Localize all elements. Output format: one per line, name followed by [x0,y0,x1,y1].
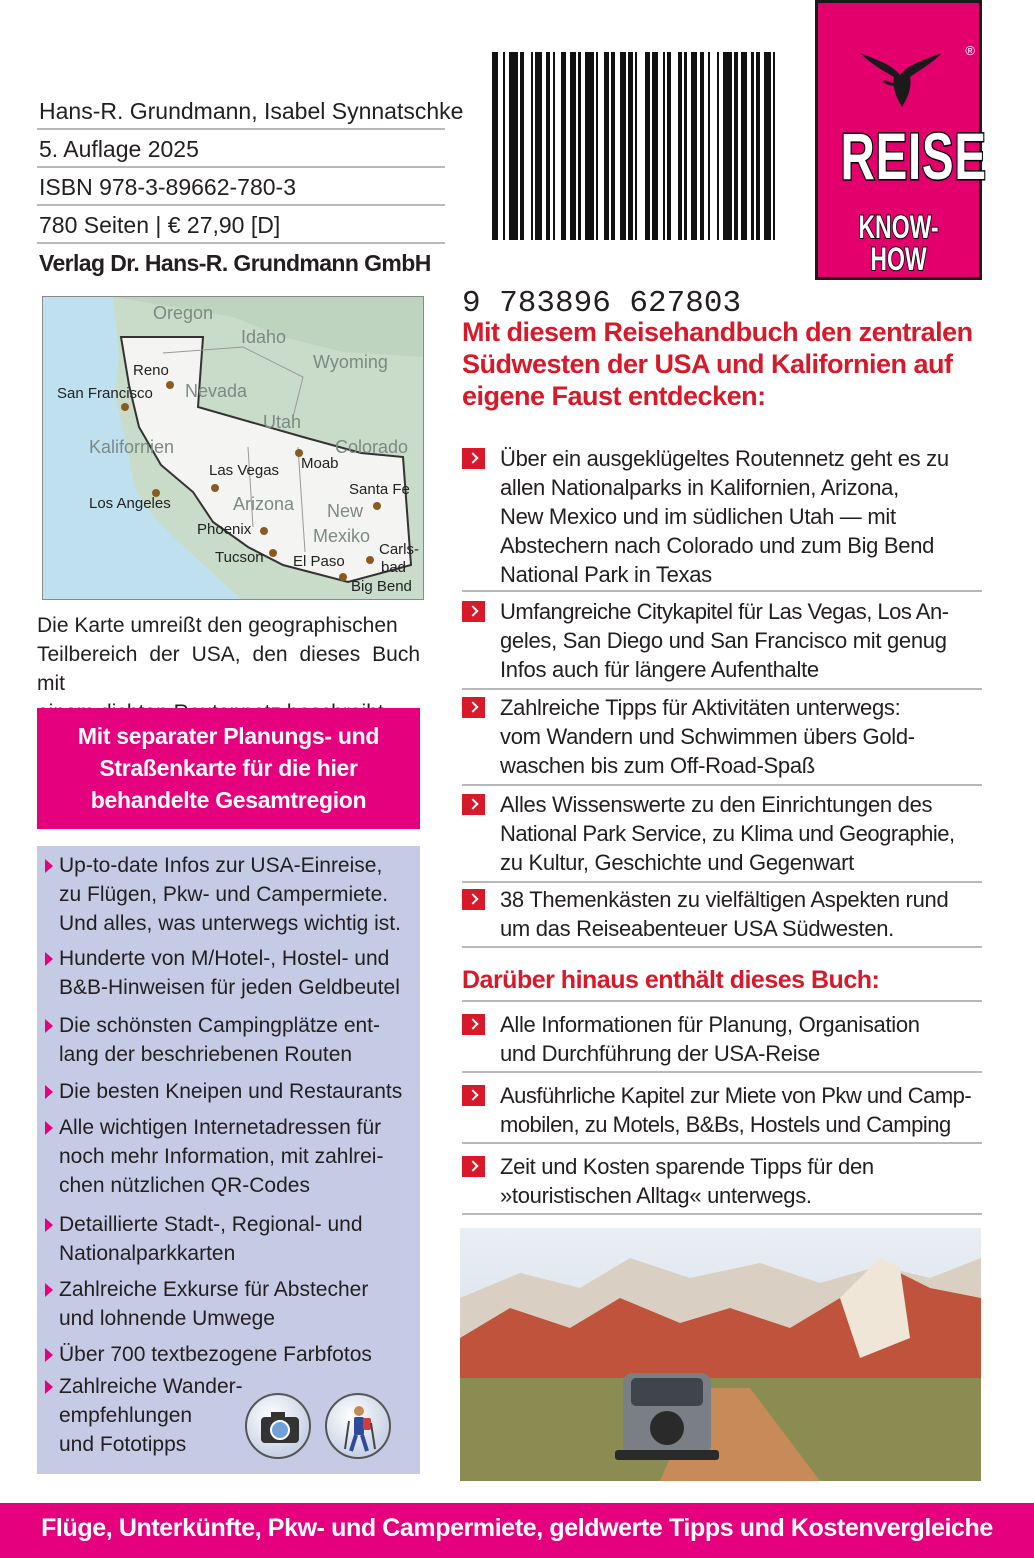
longhorn-skull-icon [818,31,985,131]
map-label-oregon: Oregon [153,303,214,323]
feature-text: Zahlreiche Tipps für Aktivitäten unterwegs: [500,695,901,720]
list-item [45,1113,417,1200]
chevron-box-icon [462,1014,485,1035]
registered-mark: ® [965,43,975,58]
feature-text: mobilen, zu Motels, B&Bs, Hostels und Camping [500,1112,951,1137]
chevron-box-icon [462,1085,485,1106]
list-text: Zahlreiche Wander- [59,1375,243,1398]
map-city-phoenix: Phoenix [197,521,252,538]
arrow-icon [45,1380,53,1394]
list-item [45,851,417,938]
main-headline [462,316,982,412]
map-label-colorado: Colorado [335,437,409,457]
hiker-icon [325,1393,391,1459]
list-text: Hunderte von M/Hotel-, Hostel- und [59,947,390,970]
features-list-box [37,846,420,1474]
arrow-icon [45,1283,53,1297]
map-label-kalifornien: Kalifornien [89,437,175,457]
camera-icon-graphic [247,1395,313,1461]
feature-item [462,1010,982,1073]
photo-graphic [460,1228,981,1481]
pinkbox-line: behandelte Gesamtregion [90,787,367,813]
list-text: B&B-Hinweisen für jeden Geldbeutel [59,976,400,999]
authors: Hans-R. Grundmann, Isabel Synnatschke [37,92,445,130]
arrow-icon [45,952,53,966]
feature-item [462,444,982,592]
headline-line: Mit diesem Reisehandbuch den zentralen [462,317,973,347]
list-text: empfehlungen [59,1404,193,1427]
arrow-icon [45,1348,53,1362]
pinkbox-line: Straßenkarte für die hier [99,755,358,781]
isbn: ISBN 978-3-89662-780-3 [37,168,445,206]
list-text: und Fototipps [59,1433,187,1456]
hiker-icon-graphic [327,1395,393,1461]
list-text: Die besten Kneipen und Restaurants [59,1080,403,1103]
feature-text: National Park in Texas [500,562,712,587]
chevron-box-icon [462,794,485,815]
bottom-banner: Flüge, Unterkünfte, Pkw- und Campermiete, geldwerte Tipps und Kostenvergleiche [0,1503,1034,1558]
feature-text: allen Nationalparks in Kalifornien, Arizona, [500,475,899,500]
barcode-bar [637,52,646,240]
list-item [45,944,417,1002]
list-text: Alle wichtigen Internetadressen für [59,1116,382,1139]
feature-text: Ausführliche Kapitel zur Miete von Pkw und Camp- [500,1083,972,1108]
feature-text: vom Wandern und Schwimmen übers Gold- [500,724,915,749]
list-text: Über 700 textbezogene Farbfotos [59,1343,372,1366]
edition: 5. Auflage 2025 [37,130,445,168]
list-text: Detaillierte Stadt-, Regional- und [59,1213,363,1236]
feature-item [462,693,982,786]
map-city-reno: Reno [133,362,169,379]
arrow-icon [45,1019,53,1033]
map-city-carlsbad-2: bad [381,559,407,576]
landscape-photo [460,1228,981,1481]
list-text: noch mehr Information, mit zahlrei- [59,1145,384,1168]
list-text: Die schönsten Campingplätze ent- [59,1014,381,1037]
map-city-las-vegas: Las Vegas [209,462,280,479]
list-item [45,1340,417,1369]
feature-text: um das Reiseabenteuer USA Südwesten. [500,916,894,941]
book-info [37,92,464,282]
map-label-new: New [327,501,364,521]
feature-text: »touristischen Alltag« unterwegs. [500,1183,812,1208]
list-text: chen nützlichen QR-Codes [59,1174,310,1197]
feature-text: Abstechern nach Colorado und zum Big Bend [500,533,935,558]
list-text: Zahlreiche Exkurse für Abstecher [59,1278,369,1301]
pinkbox-line: Mit separater Planungs- und [77,723,380,749]
subheading: Darüber hinaus enthält dieses Buch: [462,966,982,1002]
camera-icon [245,1393,311,1459]
barcode [462,52,782,321]
chevron-box-icon [462,697,485,718]
list-text: zu Flügen, Pkw- und Campermiete. [59,883,389,906]
arrow-icon [45,1218,53,1232]
chevron-box-icon [462,448,485,469]
map-caption-line: Die Karte umreißt den geographischen [37,614,398,637]
map-city-santa-fe: Santa Fe [349,481,410,498]
map-label-utah: Utah [263,412,302,432]
list-item [45,1210,417,1268]
map-label-wyoming: Wyoming [313,352,388,372]
feature-text: Alle Informationen für Planung, Organisation [500,1012,920,1037]
feature-item [462,597,982,690]
barcode-bar [585,52,594,240]
feature-text: Alles Wissenswerte zu den Einrichtungen des [500,792,933,817]
region-map [42,296,424,600]
headline-line: eigene Faust entdecken: [462,381,766,411]
headline-line: Südwesten der USA und Kalifornien auf [462,349,953,379]
list-text: lang der beschriebenen Routen [59,1043,353,1066]
barcode-bar [723,52,732,240]
list-item [45,1077,417,1106]
barcode-bar [509,52,518,240]
arrow-icon [45,1121,53,1135]
chevron-box-icon [462,889,485,910]
map-city-los-angeles: Los Angeles [89,495,171,512]
feature-item [462,1081,982,1144]
map-city-tucson: Tucson [215,549,264,566]
feature-text: National Park Service, zu Klima und Geographie, [500,821,955,846]
map-city-big-bend: Big Bend [351,578,412,595]
map-included-box [37,708,420,829]
chevron-box-icon [462,1156,485,1177]
logo-know-how: KNOW-HOW [858,209,939,277]
map-caption-line: Teilbereich der USA, den dieses Buch mit [37,643,420,695]
feature-text: und Durchführung der USA-Reise [500,1041,820,1066]
map-city-carlsbad-1: Carls- [379,541,419,558]
pages-price: 780 Seiten | € 27,90 [D] [37,206,445,244]
barcode-bars [492,52,780,240]
feature-text: Zeit und Kosten sparende Tipps für den [500,1154,874,1179]
feature-text: Umfangreiche Citykapitel für Las Vegas, Los An- [500,599,949,624]
chevron-box-icon [462,601,485,622]
list-item [45,1011,417,1069]
arrow-icon [45,1085,53,1099]
map-city-moab: Moab [301,455,339,472]
feature-item [462,790,982,883]
barcode-bar [775,52,779,240]
list-item [45,1275,417,1333]
barcode-digits: 9 783896 627803 [462,286,742,321]
map-city-san-francisco: San Francisco [57,385,153,402]
reise-know-how-logo [815,0,987,280]
feature-text: waschen bis zum Off-Road-Spaß [500,753,815,778]
feature-item [462,885,982,948]
feature-text: geles, San Diego und San Francisco mit genug [500,628,947,653]
feature-text: Über ein ausgeklügeltes Routennetz geht es zu [500,446,949,471]
list-text: Nationalparkkarten [59,1242,236,1265]
list-text: und lohnende Umwege [59,1307,275,1330]
feature-text: New Mexico und im südlichen Utah — mit [500,504,896,529]
feature-text: 38 Themenkästen zu vielfältigen Aspekten rund [500,887,949,912]
map-city-el-paso: El Paso [293,553,345,570]
map-label-arizona: Arizona [233,494,295,514]
publisher: Verlag Dr. Hans-R. Grundmann GmbH [39,250,431,276]
feature-text: zu Kultur, Geschichte und Gegenwart [500,850,854,875]
logo-reise: REISE [840,119,987,193]
map-label-nevada: Nevada [185,381,248,401]
feature-text: Infos auch für längere Aufenthalte [500,657,819,682]
map-label-mexiko: Mexiko [313,526,371,546]
feature-item [462,1152,982,1215]
list-text: Und alles, was unterwegs wichtig ist. [59,912,401,935]
arrow-icon [45,859,53,873]
list-text: Up-to-date Infos zur USA-Einreise, [59,854,383,877]
map-label-idaho: Idaho [241,327,287,347]
